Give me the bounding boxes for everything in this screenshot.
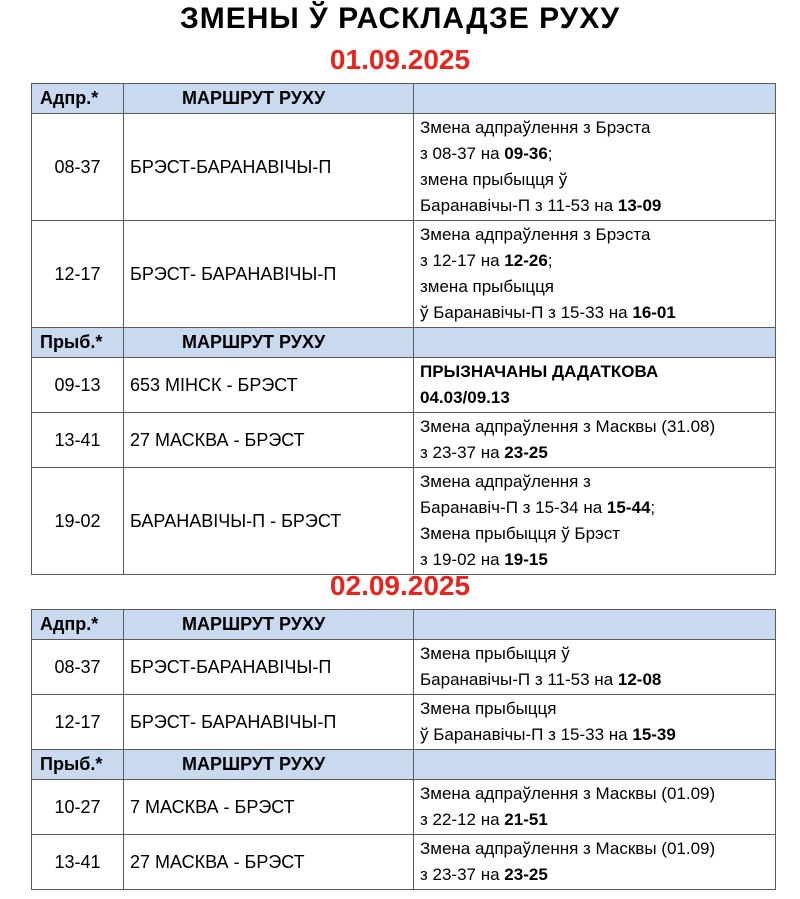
note-bold-value: ПРЫЗНАЧАНЫ ДАДАТКОВА xyxy=(420,362,659,381)
date-heading-1: 01.09.2025 xyxy=(329,44,471,75)
schedule-row xyxy=(32,413,776,468)
note-line xyxy=(420,807,769,833)
note-line xyxy=(420,359,769,385)
train-route: БРЭСТ- БАРАНАВІЧЫ-П xyxy=(124,695,414,750)
note-line xyxy=(420,722,769,748)
train-time: 12-17 xyxy=(32,695,124,750)
note-text: ; xyxy=(650,498,656,517)
note-line xyxy=(420,248,769,274)
change-note xyxy=(414,835,776,890)
date-heading-2: 02.09.2025 xyxy=(329,570,471,601)
note-bold-value: 16-01 xyxy=(632,303,676,322)
schedule-row xyxy=(32,114,776,221)
section-header-row xyxy=(32,610,776,640)
note-text: Змена адпраўлення з Масквы (31.08) xyxy=(420,417,716,436)
note-text: Змена прыбыцця ў xyxy=(420,644,570,663)
note-line xyxy=(420,141,769,167)
note-bold-value: 15-39 xyxy=(632,725,676,744)
schedule-row xyxy=(32,468,776,575)
route-column-header: МАРШРУТ РУХУ xyxy=(124,84,414,114)
note-bold-value: 23-25 xyxy=(504,443,548,462)
schedule-row xyxy=(32,695,776,750)
note-text: змена прыбыцця xyxy=(420,277,555,296)
change-note xyxy=(414,221,776,328)
train-route: БРЭСТ- БАРАНАВІЧЫ-П xyxy=(124,221,414,328)
note-bold-value: 21-51 xyxy=(504,810,548,829)
note-text: Змена адпраўлення з Брэста xyxy=(420,118,651,137)
note-line xyxy=(420,781,769,807)
schedule-table-2 xyxy=(31,609,776,890)
note-bold-value: 13-09 xyxy=(617,196,662,215)
note-line xyxy=(420,521,769,547)
note-text: з 23-37 на xyxy=(420,443,505,462)
section-header-row xyxy=(32,328,776,358)
note-bold-value: 19-15 xyxy=(504,550,548,569)
note-line xyxy=(420,469,769,495)
note-bold-value: 23-25 xyxy=(504,865,548,884)
note-text: ; xyxy=(547,144,553,163)
route-column-header: МАРШРУТ РУХУ xyxy=(124,750,414,780)
note-bold-value: 09-36 xyxy=(504,144,548,163)
train-route: 653 МІНСК - БРЭСТ xyxy=(124,358,414,413)
note-line xyxy=(420,862,769,888)
change-note xyxy=(414,413,776,468)
change-note xyxy=(414,114,776,221)
note-column-header xyxy=(414,610,776,640)
route-column-header: МАРШРУТ РУХУ xyxy=(124,610,414,640)
note-line xyxy=(420,167,769,193)
note-text: Змена адпраўлення з Масквы (01.09) xyxy=(420,784,716,803)
train-time: 12-17 xyxy=(32,221,124,328)
note-text: ў Баранавічы-П з 15-33 на xyxy=(420,725,633,744)
note-text: з 22-12 на xyxy=(420,810,505,829)
train-time: 08-37 xyxy=(32,114,124,221)
note-text: ; xyxy=(547,251,553,270)
note-text: Баранавічы-П з 11-53 на xyxy=(420,670,618,689)
note-column-header xyxy=(414,750,776,780)
note-text: з 23-37 на xyxy=(420,865,505,884)
note-bold-value: 12-08 xyxy=(617,670,662,689)
note-column-header xyxy=(414,328,776,358)
note-bold-value: 12-26 xyxy=(504,251,548,270)
note-bold-value: 15-44 xyxy=(606,498,651,517)
note-text: Змена прыбыцця xyxy=(420,699,557,718)
train-route: БРЭСТ-БАРАНАВІЧЫ-П xyxy=(124,114,414,221)
section-kind-label: Адпр.* xyxy=(32,610,124,640)
note-text: з 19-02 на xyxy=(420,550,505,569)
train-time: 09-13 xyxy=(32,358,124,413)
change-note xyxy=(414,695,776,750)
train-route: 27 МАСКВА - БРЭСТ xyxy=(124,413,414,468)
note-line xyxy=(420,440,769,466)
train-route: 27 МАСКВА - БРЭСТ xyxy=(124,835,414,890)
note-line xyxy=(420,300,769,326)
section-kind-label: Адпр.* xyxy=(32,84,124,114)
note-line xyxy=(420,667,769,693)
train-time: 13-41 xyxy=(32,413,124,468)
schedule-row xyxy=(32,358,776,413)
note-line xyxy=(420,696,769,722)
change-note xyxy=(414,640,776,695)
note-text: з 12-17 на xyxy=(420,251,505,270)
note-bold-value: 04.03/09.13 xyxy=(420,388,510,407)
note-line xyxy=(420,414,769,440)
page-title: ЗМЕНЫ Ў РАСКЛАДЗЕ РУХУ xyxy=(179,2,621,35)
section-kind-label: Прыб.* xyxy=(32,328,124,358)
note-text: з 08-37 на xyxy=(420,144,505,163)
note-line xyxy=(420,193,769,219)
note-text: Баранавіч-П з 15-34 на xyxy=(420,498,607,517)
note-line xyxy=(420,385,769,411)
note-text: Змена адпраўлення з Брэста xyxy=(420,225,651,244)
note-line xyxy=(420,222,769,248)
train-time: 13-41 xyxy=(32,835,124,890)
note-line xyxy=(420,836,769,862)
train-route: БРЭСТ-БАРАНАВІЧЫ-П xyxy=(124,640,414,695)
schedule-table-1 xyxy=(31,83,776,575)
train-time: 10-27 xyxy=(32,780,124,835)
train-time: 19-02 xyxy=(32,468,124,575)
note-text: Змена адпраўлення з xyxy=(420,472,591,491)
note-column-header xyxy=(414,84,776,114)
schedule-row xyxy=(32,640,776,695)
change-note xyxy=(414,358,776,413)
train-route: БАРАНАВІЧЫ-П - БРЭСТ xyxy=(124,468,414,575)
section-header-row xyxy=(32,84,776,114)
note-text: ў Баранавічы-П з 15-33 на xyxy=(420,303,633,322)
note-text: змена прыбыцця ў xyxy=(420,170,568,189)
note-line xyxy=(420,274,769,300)
schedule-row xyxy=(32,780,776,835)
schedule-row xyxy=(32,835,776,890)
train-route: 7 МАСКВА - БРЭСТ xyxy=(124,780,414,835)
change-note xyxy=(414,780,776,835)
note-text: Змена прыбыцця ў Брэст xyxy=(420,524,621,543)
section-kind-label: Прыб.* xyxy=(32,750,124,780)
section-header-row xyxy=(32,750,776,780)
note-text: Баранавічы-П з 11-53 на xyxy=(420,196,618,215)
train-time: 08-37 xyxy=(32,640,124,695)
change-note xyxy=(414,468,776,575)
note-line xyxy=(420,115,769,141)
schedule-row xyxy=(32,221,776,328)
note-line xyxy=(420,641,769,667)
note-line xyxy=(420,495,769,521)
route-column-header: МАРШРУТ РУХУ xyxy=(124,328,414,358)
note-text: Змена адпраўлення з Масквы (01.09) xyxy=(420,839,716,858)
